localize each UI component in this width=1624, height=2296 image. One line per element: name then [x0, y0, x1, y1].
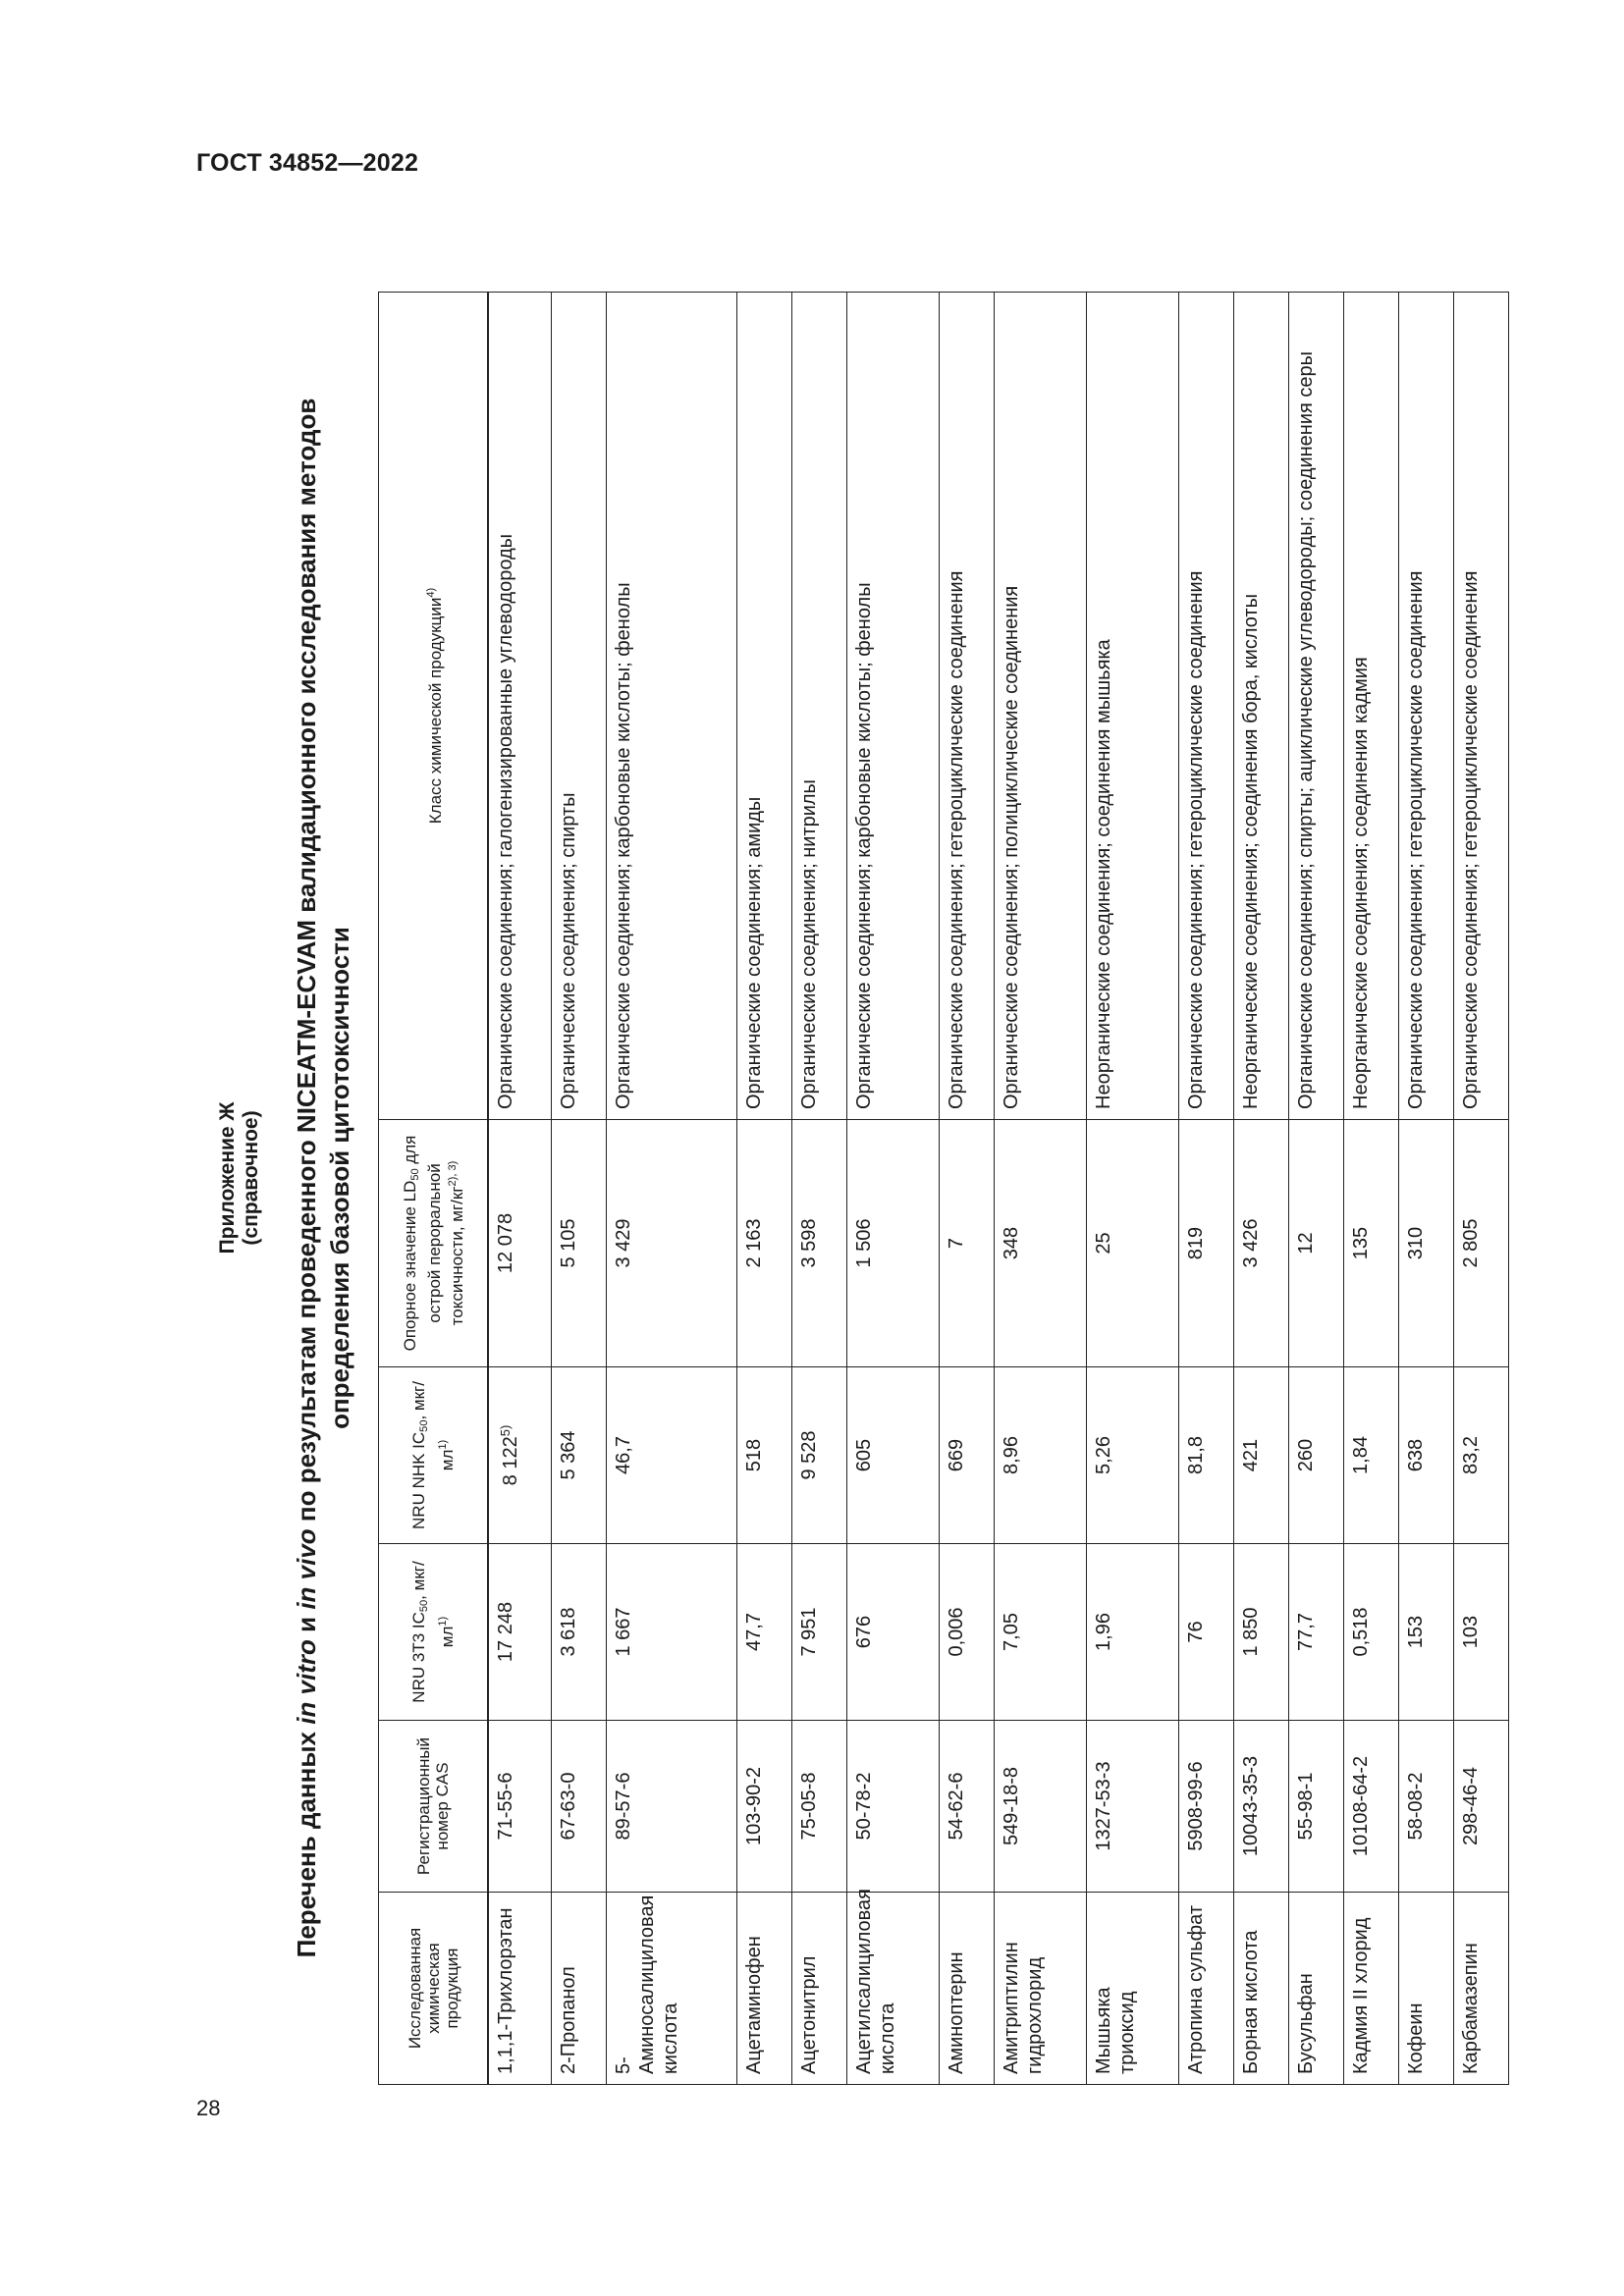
cell-substance: Ацетаминофен — [736, 1893, 791, 2085]
table-row — [1289, 293, 1344, 2085]
footnote-marker: 5) — [498, 1424, 513, 1437]
cell-nrunhk: 1,84 — [1344, 1367, 1399, 1544]
cell-substance: Амитриптилин гидрохлорид — [994, 1893, 1086, 2085]
table-row — [939, 293, 994, 2085]
cell-nru3t3: 153 — [1399, 1544, 1454, 1721]
cell-ld50: 3 598 — [791, 1120, 846, 1367]
cell-cas: 50-78-2 — [846, 1721, 939, 1893]
table-row — [736, 293, 791, 2085]
cell-class: Органические соединения; галогенизированные углеводороды — [488, 293, 552, 1120]
cell-ld50: 12 — [1289, 1120, 1344, 1367]
table-row — [846, 293, 939, 2085]
header-nru3t3: NRU 3T3 $IC_{50}$, мкг/$мл^{1)}$ — [379, 1544, 489, 1721]
table-row — [607, 293, 737, 2085]
cell-ld50: 2 163 — [736, 1120, 791, 1367]
cell-nrunhk: 5,26 — [1087, 1367, 1179, 1544]
cell-substance: Бусульфан — [1289, 1893, 1344, 2085]
header-cas: Регистрационный номер CAS — [379, 1721, 489, 1893]
cell-nrunhk: 46,7 — [607, 1367, 737, 1544]
appendix-heading — [216, 206, 263, 2150]
cell-nrunhk: 8 122$^{5)}$ — [488, 1367, 552, 1544]
cell-class: Органические соединения; гетероциклические соединения — [939, 293, 994, 1120]
table-row — [1453, 293, 1508, 2085]
cell-cas: 75-05-8 — [791, 1721, 846, 1893]
cell-nrunhk: 81,8 — [1179, 1367, 1234, 1544]
cell-substance: Борная кислота — [1234, 1893, 1289, 2085]
cell-nrunhk: 638 — [1399, 1367, 1454, 1544]
cell-substance: Ацетилсалициловая кислота — [846, 1893, 939, 2085]
cell-class: Органические соединения; карбоновые кислоты; фенолы — [846, 293, 939, 1120]
cell-nru3t3: 103 — [1453, 1544, 1508, 1721]
rotated-landscape-content — [196, 206, 1482, 2150]
table-row — [994, 293, 1086, 2085]
cell-ld50: 3 426 — [1234, 1120, 1289, 1367]
cell-nru3t3: 77,7 — [1289, 1544, 1344, 1721]
cell-cas: 549-18-8 — [994, 1721, 1086, 1893]
cell-cas: 89-57-6 — [607, 1721, 737, 1893]
cell-ld50: 819 — [1179, 1120, 1234, 1367]
cell-cas: 10108-64-2 — [1344, 1721, 1399, 1893]
cell-ld50: 25 — [1087, 1120, 1179, 1367]
cell-nru3t3: 17 248 — [488, 1544, 552, 1721]
cell-ld50: 348 — [994, 1120, 1086, 1367]
cell-class: Органические соединения; карбоновые кислоты; фенолы — [607, 293, 737, 1120]
cell-class: Органические соединения; полициклические соединения — [994, 293, 1086, 1120]
cell-ld50: 310 — [1399, 1120, 1454, 1367]
data-table — [378, 292, 1509, 2085]
cell-cas: 58-08-2 — [1399, 1721, 1454, 1893]
table-row — [1087, 293, 1179, 2085]
cell-class: Органические соединения; гетероциклические соединения — [1399, 293, 1454, 1120]
cell-cas: 103-90-2 — [736, 1721, 791, 1893]
cell-substance: 2-Пропанол — [552, 1893, 607, 2085]
cell-nru3t3: 676 — [846, 1544, 939, 1721]
table-row — [488, 293, 552, 2085]
cell-nru3t3: 0,518 — [1344, 1544, 1399, 1721]
cell-nru3t3: 1,96 — [1087, 1544, 1179, 1721]
cell-nrunhk: 8,96 — [994, 1367, 1086, 1544]
cell-substance: 5-Аминосалициловая кислота — [607, 1893, 737, 2085]
cell-ld50: 2 805 — [1453, 1120, 1508, 1367]
page-number: 28 — [196, 2096, 221, 2120]
cell-ld50: 3 429 — [607, 1120, 737, 1367]
cell-substance: 1,1,1-Трихлорэтан — [488, 1893, 552, 2085]
cell-nru3t3: 0,006 — [939, 1544, 994, 1721]
table-row — [1234, 293, 1289, 2085]
cell-ld50: 1 506 — [846, 1120, 939, 1367]
cell-class: Неорганические соединения; соединения мышьяка — [1087, 293, 1179, 1120]
cell-class: Органические соединения; спирты — [552, 293, 607, 1120]
table-row — [791, 293, 846, 2085]
table-row — [552, 293, 607, 2085]
header-ld50: Опорное значение $LD_{50}$ для острой пероральной токсичности, $мг/кг^{2), 3)}$ — [379, 1120, 489, 1367]
cell-nru3t3: 76 — [1179, 1544, 1234, 1721]
table-row — [1179, 293, 1234, 2085]
cell-nrunhk: 518 — [736, 1367, 791, 1544]
cell-cas: 54-62-6 — [939, 1721, 994, 1893]
cell-nrunhk: 605 — [846, 1367, 939, 1544]
table-title-line1: Перечень данных in vitro и in vivo по результатам проведенного NICEATM-ECVAM валидационного исследования методов — [292, 398, 321, 1958]
cell-nru3t3: 47,7 — [736, 1544, 791, 1721]
cell-nru3t3: 7,05 — [994, 1544, 1086, 1721]
cell-substance: Атропина сульфат — [1179, 1893, 1234, 2085]
cell-substance: Аминоптерин — [939, 1893, 994, 2085]
appendix-title: Приложение Ж — [216, 1101, 239, 1255]
cell-nru3t3: 1 667 — [607, 1544, 737, 1721]
cell-substance: Кофеин — [1399, 1893, 1454, 2085]
cell-nrunhk: 83,2 — [1453, 1367, 1508, 1544]
header-substance: Исследованная химическая продукция — [379, 1893, 489, 2085]
cell-class: Органические соединения; гетероциклические соединения — [1179, 293, 1234, 1120]
header-class: Класс химической продукции$^{4)}$ — [379, 293, 489, 1120]
cell-cas: 298-46-4 — [1453, 1721, 1508, 1893]
cell-class: Неорганические соединения; соединения кадмия — [1344, 293, 1399, 1120]
cell-substance: Мышьяка триоксид — [1087, 1893, 1179, 2085]
table-title-line2: определения базовой цитотоксичности — [325, 927, 354, 1429]
cell-ld50: 135 — [1344, 1120, 1399, 1367]
cell-cas: 1327-53-3 — [1087, 1721, 1179, 1893]
cell-nru3t3: 1 850 — [1234, 1544, 1289, 1721]
cell-substance: Кадмия II хлорид — [1344, 1893, 1399, 2085]
appendix-subtitle: (справочное) — [240, 1110, 262, 1246]
table-row — [1399, 293, 1454, 2085]
cell-nrunhk: 260 — [1289, 1367, 1344, 1544]
cell-cas: 71-55-6 — [488, 1721, 552, 1893]
document-header: ГОСТ 34852—2022 — [196, 149, 419, 177]
cell-cas: 5908-99-6 — [1179, 1721, 1234, 1893]
cell-cas: 67-63-0 — [552, 1721, 607, 1893]
table-header-row — [379, 293, 489, 2085]
cell-nrunhk: 669 — [939, 1367, 994, 1544]
cell-ld50: 7 — [939, 1120, 994, 1367]
table-row — [1344, 293, 1399, 2085]
cell-substance: Карбамазепин — [1453, 1893, 1508, 2085]
cell-class: Неорганические соединения; соединения бора, кислоты — [1234, 293, 1289, 1120]
cell-nrunhk: 5 364 — [552, 1367, 607, 1544]
cell-substance: Ацетонитрил — [791, 1893, 846, 2085]
cell-nru3t3: 3 618 — [552, 1544, 607, 1721]
cell-class: Органические соединения; нитрилы — [791, 293, 846, 1120]
cell-cas: 10043-35-3 — [1234, 1721, 1289, 1893]
cell-nrunhk: 9 528 — [791, 1367, 846, 1544]
table-body — [488, 293, 1509, 2085]
cell-cas: 55-98-1 — [1289, 1721, 1344, 1893]
cell-nrunhk: 421 — [1234, 1367, 1289, 1544]
cell-ld50: 5 105 — [552, 1120, 607, 1367]
cell-class: Органические соединения; гетероциклические соединения — [1453, 293, 1508, 1120]
cell-class: Органические соединения; амиды — [736, 293, 791, 1120]
header-nrunhk: NRU NHK $IC_{50}$, мкг/$мл^{1)}$ — [379, 1367, 489, 1544]
cell-class: Органические соединения; спирты; ациклические углеводороды; соединения серы — [1289, 293, 1344, 1120]
table-title — [290, 206, 356, 2150]
cell-ld50: 12 078 — [488, 1120, 552, 1367]
cell-nru3t3: 7 951 — [791, 1544, 846, 1721]
